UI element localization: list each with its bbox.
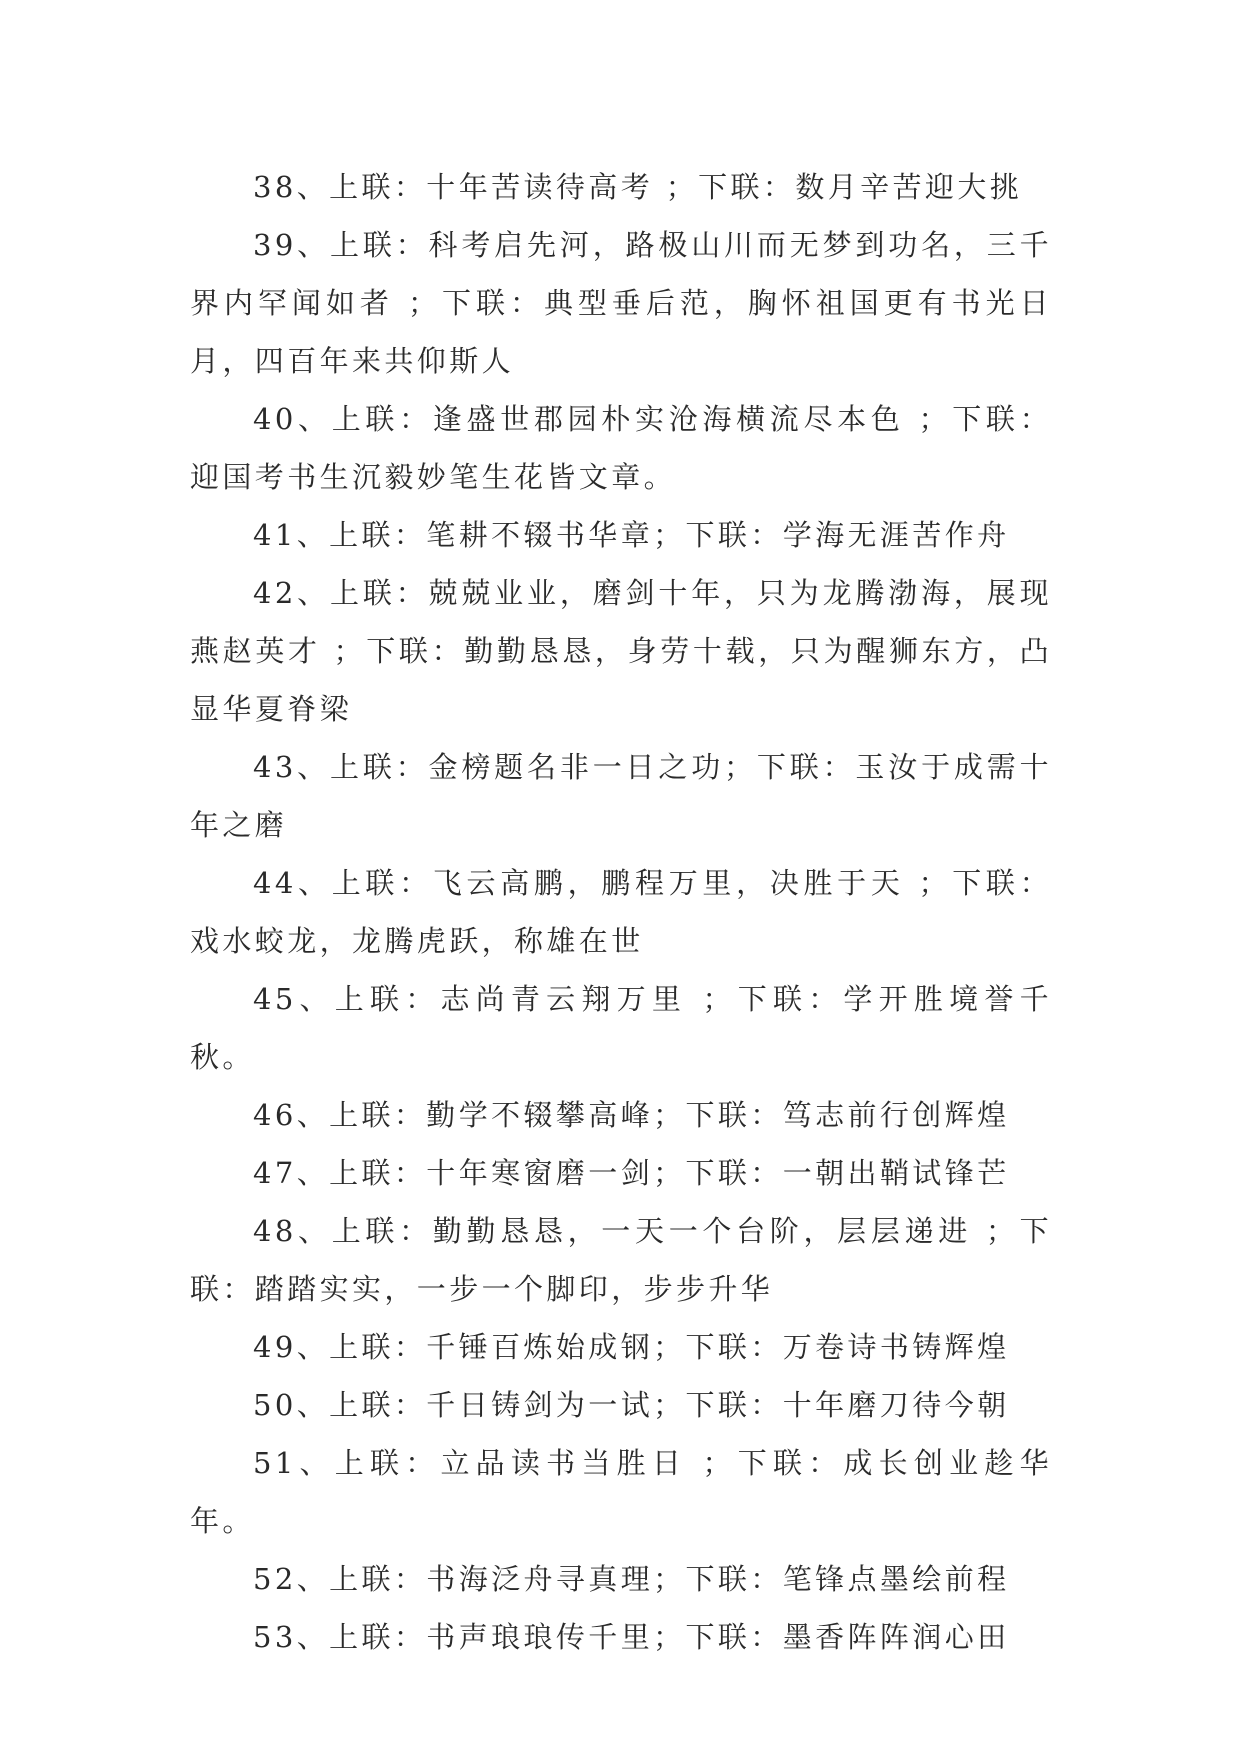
couplet-50: 50、上联：千日铸剑为一试；下联：十年磨刀待今朝 bbox=[253, 1388, 1010, 1422]
couplet-39: 39、上联：科考启先河，路极山川而无梦到功名，三千界内罕闻如者 ；下联：典型垂后范，胸怀祖国更有书光日月，四百年来共仰斯人 bbox=[190, 228, 1052, 378]
couplet-41: 41、上联：笔耕不辍书华章；下联：学海无涯苦作舟 bbox=[253, 518, 1010, 552]
couplet-45: 45、上联：志尚青云翔万里 ；下联：学开胜境誉千秋。 bbox=[190, 982, 1052, 1074]
couplet-46: 46、上联：勤学不辍攀高峰；下联：笃志前行创辉煌 bbox=[253, 1098, 1010, 1132]
couplet-52: 52、上联：书海泛舟寻真理；下联：笔锋点墨绘前程 bbox=[253, 1562, 1010, 1596]
couplet-list bbox=[190, 158, 1052, 1666]
couplet-38: 38、上联：十年苦读待高考 ；下联：数月辛苦迎大挑 bbox=[253, 170, 1023, 204]
couplet-40: 40、上联：逢盛世郡园朴实沧海横流尽本色 ；下联：迎国考书生沉毅妙笔生花皆文章。 bbox=[190, 402, 1052, 494]
couplet-44: 44、上联：飞云高鹏，鹏程万里，决胜于天 ；下联：戏水蛟龙，龙腾虎跃，称雄在世 bbox=[190, 866, 1052, 958]
couplet-42: 42、上联：兢兢业业，磨剑十年，只为龙腾渤海，展现燕赵英才 ；下联：勤勤恳恳，身劳十载，只为醒狮东方，凸显华夏脊梁 bbox=[190, 576, 1052, 726]
couplet-53: 53、上联：书声琅琅传千里；下联：墨香阵阵润心田 bbox=[253, 1620, 1010, 1654]
couplet-49: 49、上联：千锤百炼始成钢；下联：万卷诗书铸辉煌 bbox=[253, 1330, 1010, 1364]
couplet-43: 43、上联：金榜题名非一日之功；下联：玉汝于成需十年之磨 bbox=[190, 750, 1052, 842]
couplet-47: 47、上联：十年寒窗磨一剑；下联：一朝出鞘试锋芒 bbox=[253, 1156, 1010, 1190]
couplet-51: 51、上联：立品读书当胜日 ；下联：成长创业趁华年。 bbox=[190, 1446, 1052, 1538]
couplet-48: 48、上联：勤勤恳恳，一天一个台阶，层层递进 ；下联：踏踏实实，一步一个脚印，步步升华 bbox=[190, 1214, 1052, 1306]
